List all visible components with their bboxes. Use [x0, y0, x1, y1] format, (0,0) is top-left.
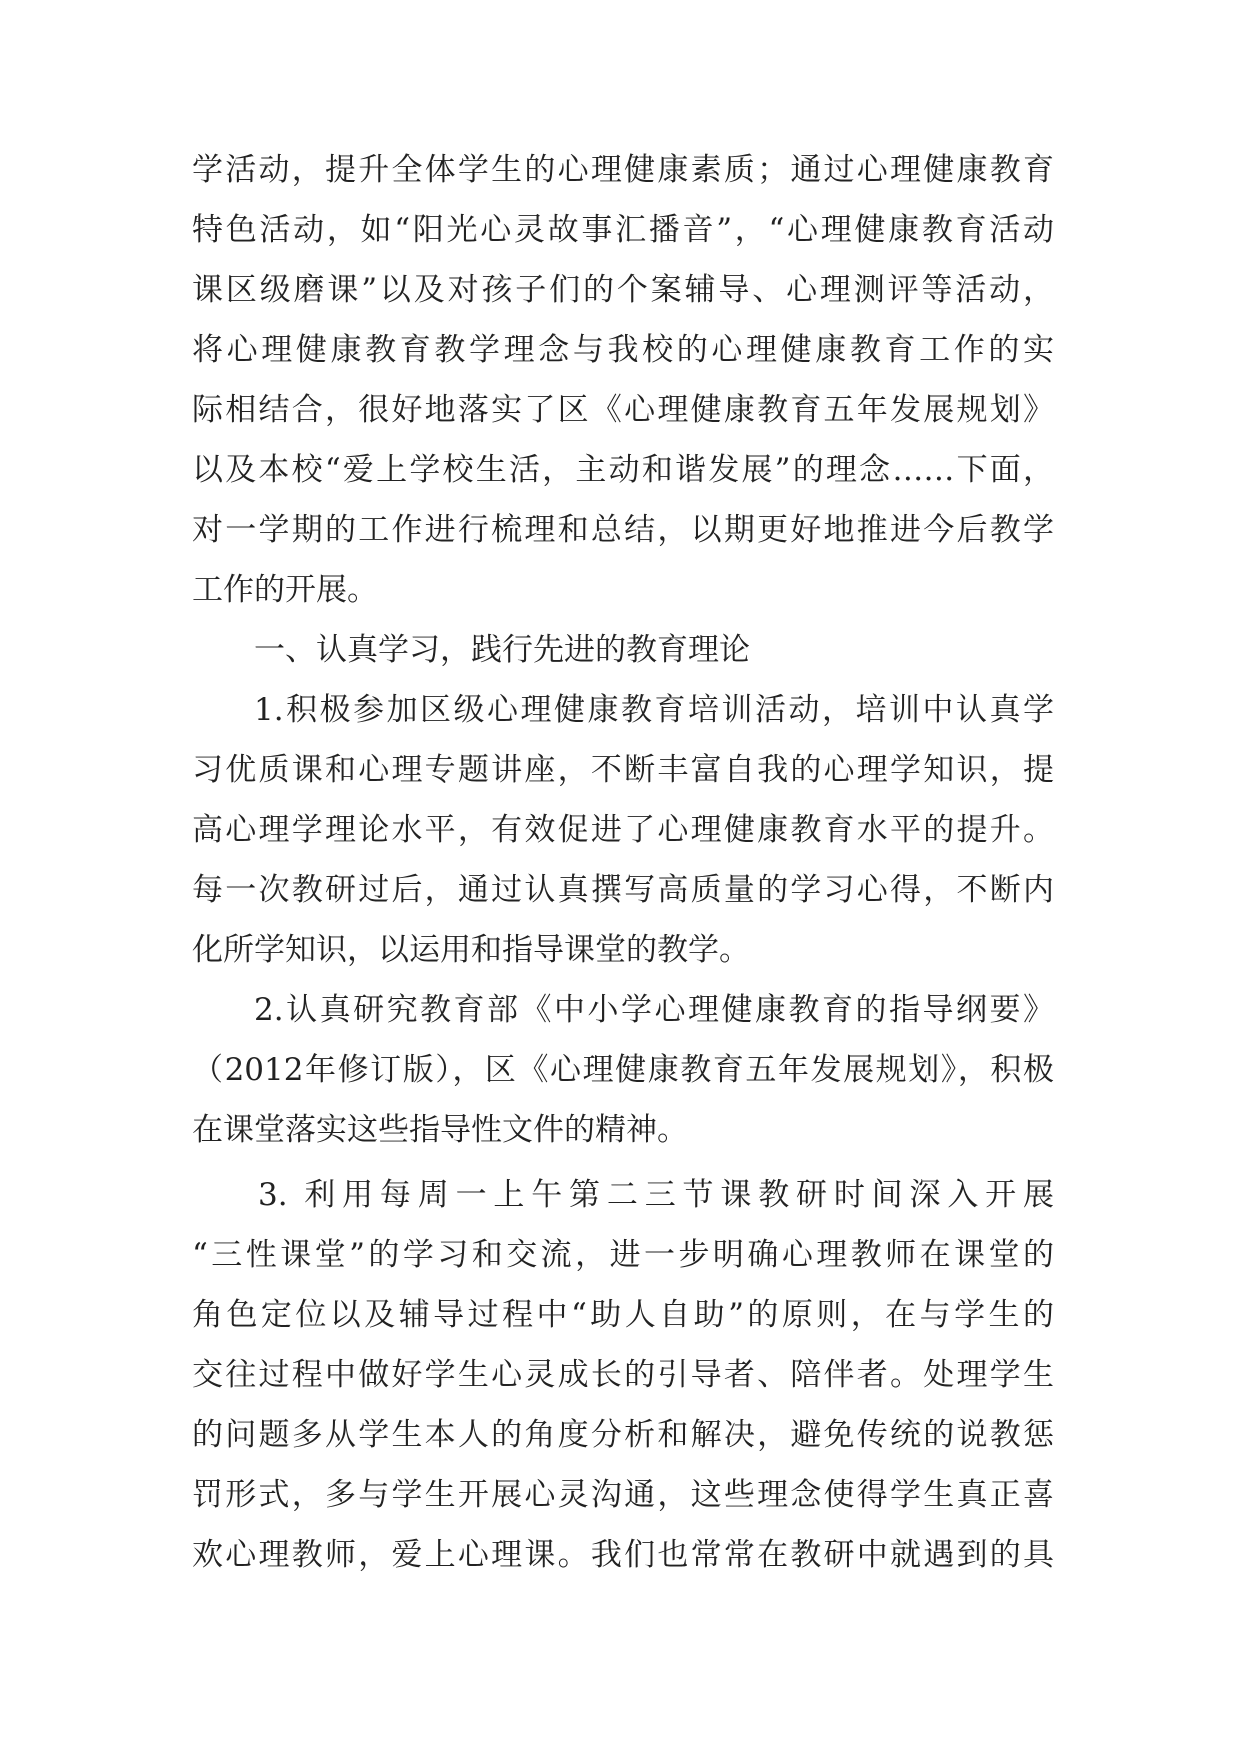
paragraph-line: 际相结合，很好地落实了区《心理健康教育五年发展规划》	[192, 392, 1054, 428]
paragraph-line: 以及本校“爱上学校生活，主动和谐发展”的理念……下面，	[192, 452, 1054, 488]
paragraph-line: 对一学期的工作进行梳理和总结，以期更好地推进今后教学	[192, 512, 1054, 548]
paragraph-line: 每一次教研过后，通过认真撰写高质量的学习心得，不断内	[192, 872, 1054, 908]
paragraph-line: 角色定位以及辅导过程中“助人自助”的原则，在与学生的	[192, 1297, 1054, 1333]
paragraph-line: 交往过程中做好学生心灵成长的引导者、陪伴者。处理学生	[192, 1357, 1054, 1393]
paragraph-line: （2012年修订版），区《心理健康教育五年发展规划》，积极	[192, 1052, 1054, 1088]
paragraph-line: 高心理学理论水平，有效促进了心理健康教育水平的提升。	[192, 812, 1054, 848]
paragraph-line: 将心理健康教育教学理念与我校的心理健康教育工作的实	[192, 332, 1054, 368]
paragraph-line: 3. 利用每周一上午第二三节课教研时间深入开展	[258, 1177, 1054, 1213]
paragraph-line: 习优质课和心理专题讲座，不断丰富自我的心理学知识，提	[192, 752, 1054, 788]
paragraph-line: 学活动，提升全体学生的心理健康素质；通过心理健康教育	[192, 152, 1054, 188]
paragraph-line: “三性课堂”的学习和交流，进一步明确心理教师在课堂的	[192, 1237, 1054, 1273]
paragraph-line: 在课堂落实这些指导性文件的精神。	[192, 1112, 688, 1148]
paragraph-line: 罚形式，多与学生开展心灵沟通，这些理念使得学生真正喜	[192, 1477, 1054, 1513]
paragraph-line: 工作的开展。	[192, 572, 378, 608]
paragraph-line: 化所学知识，以运用和指导课堂的教学。	[192, 932, 750, 968]
paragraph-line: 课区级磨课”以及对孩子们的个案辅导、心理测评等活动，	[192, 272, 1054, 308]
paragraph-line: 特色活动，如“阳光心灵故事汇播音”，“心理健康教育活动	[192, 212, 1054, 248]
paragraph-line: 1.积极参加区级心理健康教育培训活动，培训中认真学	[254, 692, 1054, 728]
paragraph-line: 2.认真研究教育部《中小学心理健康教育的指导纲要》	[254, 992, 1054, 1028]
paragraph-line: 欢心理教师，爱上心理课。我们也常常在教研中就遇到的具	[192, 1537, 1054, 1573]
paragraph-line: 的问题多从学生本人的角度分析和解决，避免传统的说教惩	[192, 1417, 1054, 1453]
section-heading: 一、认真学习，践行先进的教育理论	[254, 632, 750, 668]
